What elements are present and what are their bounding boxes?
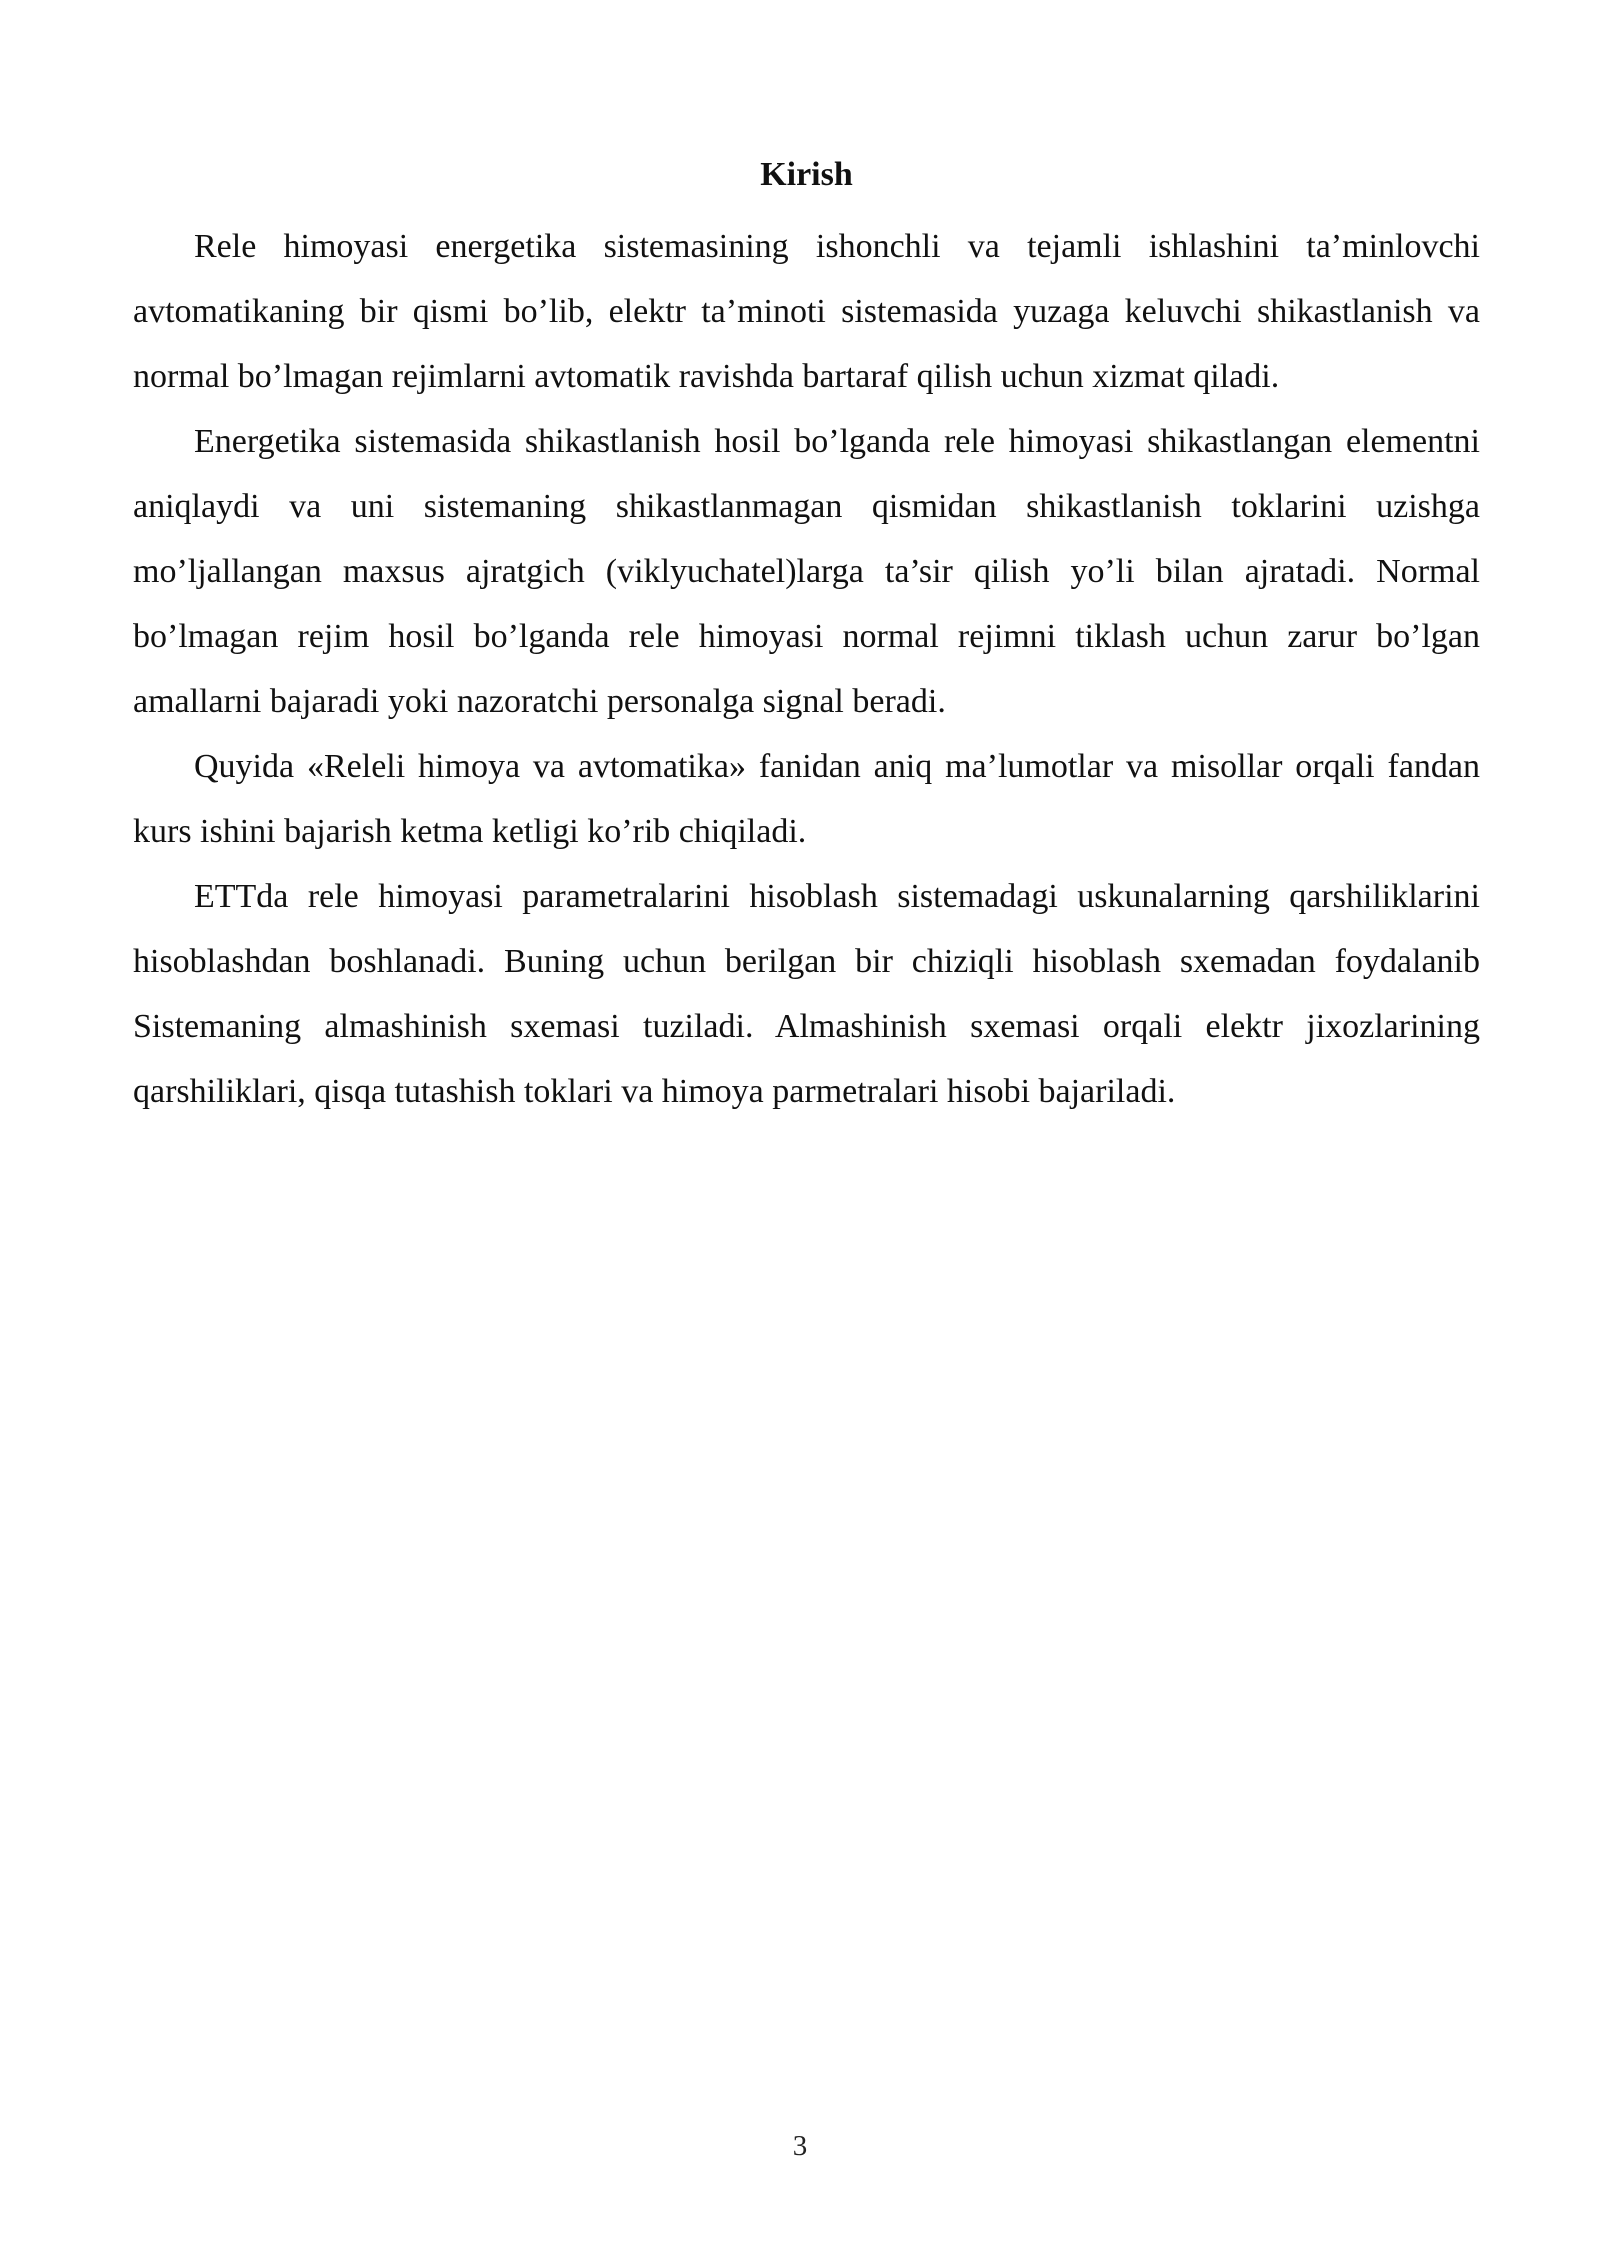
paragraph-3: Quyida «Releli himoya va avtomatika» fanidan aniq ma’lumotlar va misollar orqali fandan kurs ishini bajarish ketma ketligi ko’rib chiqiladi. [133, 748, 1480, 850]
paragraph-2: Energetika sistemasida shikastlanish hosil bo’lganda rele himoyasi shikastlangan elementni aniqlaydi va uni sistemaning shikastlanmagan qismidan shikastlanish toklarini uzishga mo’ljallangan maxsus ajratgich (viklyuchatel)larga ta’sir qilish yo’li bilan ajratadi. Normal bo’lmagan rejim hosil bo’lganda rele himoyasi normal rejimni tiklash uchun zarur bo’lgan amallarni bajaradi yoki nazoratchi personalga signal beradi. [133, 423, 1480, 720]
paragraph-4: ETTda rele himoyasi parametralarini hisoblash sistemadagi uskunalarning qarshiliklarini hisoblashdan boshlanadi. Buning uchun berilgan bir chiziqli hisoblash sxemadan foydalanib Sistemaning almashinish sxemasi tuziladi. Almashinish sxemasi orqali elektr jixozlarining qarshiliklari, qisqa tutashish toklari va himoya parmetralari hisobi bajariladi. [133, 878, 1480, 1110]
paragraph-1: Rele himoyasi energetika sistemasining ishonchli va tejamli ishlashini ta’minlovchi avtomatikaning bir qismi bo’lib, elektr ta’minoti sistemasida yuzaga keluvchi shikastlanish va normal bo’lmagan rejimlarni avtomatik ravishda bartaraf qilish uchun xizmat qiladi. [133, 228, 1480, 395]
section-title: Kirish [760, 156, 853, 193]
page-content [133, 148, 1480, 1124]
page-number: 3 [792, 2130, 808, 2162]
